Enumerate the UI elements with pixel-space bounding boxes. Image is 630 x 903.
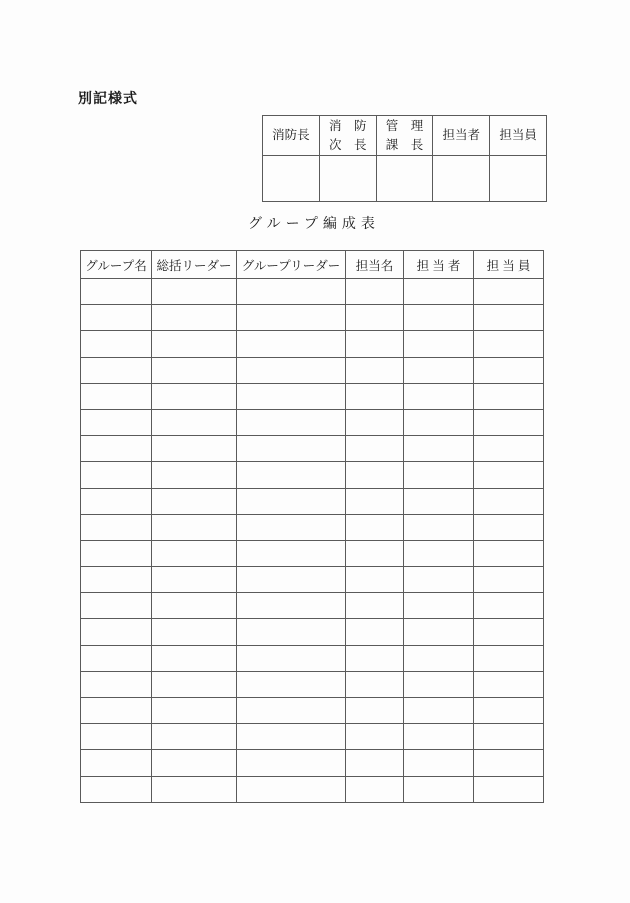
group-empty-cell	[404, 514, 474, 540]
approval-header-cell	[490, 116, 547, 156]
approval-stamp-cell	[319, 156, 376, 202]
group-empty-cell	[237, 593, 346, 619]
group-empty-cell	[346, 383, 404, 409]
group-empty-cell	[404, 462, 474, 488]
group-empty-cell	[152, 436, 237, 462]
group-empty-cell	[81, 645, 152, 671]
group-empty-cell	[237, 383, 346, 409]
approval-stamp-row	[263, 156, 547, 202]
approval-header-line: 課 長	[385, 137, 424, 152]
group-empty-cell	[237, 645, 346, 671]
group-empty-cell	[346, 540, 404, 566]
group-empty-cell	[81, 357, 152, 383]
group-empty-cell	[237, 540, 346, 566]
group-empty-cell	[474, 305, 544, 331]
group-header-cell: グループリーダー	[237, 251, 346, 279]
group-empty-cell	[346, 331, 404, 357]
group-empty-cell	[346, 593, 404, 619]
group-empty-cell	[346, 698, 404, 724]
group-empty-cell	[474, 645, 544, 671]
group-empty-cell	[237, 698, 346, 724]
group-empty-cell	[81, 567, 152, 593]
group-empty-cell	[474, 514, 544, 540]
group-empty-cell	[474, 357, 544, 383]
group-empty-cell	[404, 436, 474, 462]
approval-stamp-cell	[376, 156, 433, 202]
group-empty-cell	[152, 514, 237, 540]
group-empty-cell	[404, 776, 474, 802]
group-empty-cell	[346, 776, 404, 802]
group-empty-cell	[404, 331, 474, 357]
group-empty-cell	[346, 436, 404, 462]
group-empty-cell	[152, 593, 237, 619]
group-empty-cell	[237, 776, 346, 802]
group-empty-cell	[474, 593, 544, 619]
group-empty-cell	[404, 619, 474, 645]
group-empty-cell	[346, 409, 404, 435]
group-empty-cell	[152, 357, 237, 383]
group-empty-cell	[404, 488, 474, 514]
approval-stamp-cell	[490, 156, 547, 202]
group-empty-cell	[474, 462, 544, 488]
group-empty-cell	[237, 409, 346, 435]
group-empty-cell	[81, 776, 152, 802]
group-empty-cell	[346, 724, 404, 750]
group-empty-cell	[474, 436, 544, 462]
approval-table-body	[263, 116, 547, 202]
group-empty-cell	[404, 645, 474, 671]
group-empty-cell	[81, 750, 152, 776]
group-empty-cell	[237, 462, 346, 488]
group-empty-cell	[404, 279, 474, 305]
group-empty-cell	[237, 357, 346, 383]
group-empty-cell	[237, 279, 346, 305]
group-header-cell: 担 当 者	[404, 251, 474, 279]
group-empty-cell	[404, 409, 474, 435]
group-empty-cell	[81, 436, 152, 462]
group-empty-cell	[346, 619, 404, 645]
group-empty-row	[81, 514, 544, 540]
group-empty-cell	[474, 540, 544, 566]
group-empty-cell	[81, 671, 152, 697]
group-empty-row	[81, 567, 544, 593]
group-empty-row	[81, 593, 544, 619]
group-empty-cell	[404, 593, 474, 619]
group-empty-row	[81, 488, 544, 514]
group-empty-cell	[474, 776, 544, 802]
group-empty-cell	[474, 724, 544, 750]
group-empty-cell	[152, 776, 237, 802]
group-empty-row	[81, 436, 544, 462]
approval-stamp-cell	[263, 156, 320, 202]
group-empty-cell	[152, 698, 237, 724]
group-empty-cell	[81, 724, 152, 750]
approval-stamp-cell	[433, 156, 490, 202]
group-empty-cell	[237, 514, 346, 540]
group-empty-cell	[404, 567, 474, 593]
group-empty-cell	[474, 279, 544, 305]
group-table-body	[81, 279, 544, 803]
group-empty-cell	[152, 305, 237, 331]
group-empty-cell	[346, 514, 404, 540]
group-empty-cell	[404, 305, 474, 331]
group-empty-cell	[474, 750, 544, 776]
group-empty-cell	[81, 488, 152, 514]
group-empty-cell	[81, 279, 152, 305]
group-empty-cell	[346, 462, 404, 488]
approval-header-line: 次 長	[328, 137, 367, 152]
group-empty-cell	[81, 409, 152, 435]
group-empty-cell	[474, 331, 544, 357]
group-empty-cell	[152, 409, 237, 435]
group-empty-cell	[404, 671, 474, 697]
group-empty-row	[81, 305, 544, 331]
group-empty-row	[81, 698, 544, 724]
group-empty-cell	[81, 305, 152, 331]
group-empty-cell	[346, 750, 404, 776]
group-empty-cell	[152, 724, 237, 750]
group-empty-cell	[237, 724, 346, 750]
group-empty-cell	[474, 409, 544, 435]
group-empty-cell	[152, 462, 237, 488]
group-empty-row	[81, 331, 544, 357]
group-empty-cell	[346, 671, 404, 697]
group-empty-cell	[152, 383, 237, 409]
group-empty-cell	[237, 750, 346, 776]
group-table-head	[81, 251, 544, 279]
group-empty-row	[81, 645, 544, 671]
group-table-title: グループ編成表	[248, 217, 380, 232]
group-empty-cell	[474, 383, 544, 409]
group-empty-cell	[152, 279, 237, 305]
group-header-cell: 担当名	[346, 251, 404, 279]
group-empty-cell	[152, 645, 237, 671]
group-empty-cell	[81, 462, 152, 488]
approval-header-line: 管 理	[385, 119, 424, 134]
group-empty-row	[81, 619, 544, 645]
group-empty-cell	[346, 305, 404, 331]
group-empty-cell	[237, 331, 346, 357]
group-empty-cell	[346, 645, 404, 671]
approval-header-cell	[319, 116, 376, 156]
group-empty-cell	[237, 671, 346, 697]
group-empty-cell	[152, 750, 237, 776]
group-empty-cell	[474, 698, 544, 724]
group-empty-cell	[474, 619, 544, 645]
group-empty-cell	[404, 698, 474, 724]
group-empty-cell	[346, 357, 404, 383]
group-header-cell: 担 当 員	[474, 251, 544, 279]
group-empty-row	[81, 357, 544, 383]
approval-header-line: 担当員	[499, 128, 537, 143]
group-empty-cell	[237, 488, 346, 514]
group-empty-cell	[346, 567, 404, 593]
group-empty-cell	[237, 567, 346, 593]
group-empty-cell	[404, 750, 474, 776]
group-empty-cell	[152, 567, 237, 593]
group-empty-cell	[152, 331, 237, 357]
group-empty-cell	[404, 724, 474, 750]
group-empty-cell	[81, 540, 152, 566]
group-header-cell: 総括リーダー	[152, 251, 237, 279]
group-empty-row	[81, 409, 544, 435]
group-empty-cell	[237, 619, 346, 645]
group-empty-cell	[152, 488, 237, 514]
group-empty-cell	[81, 593, 152, 619]
group-empty-cell	[346, 488, 404, 514]
approval-header-line: 消防長	[272, 128, 310, 143]
group-header-cell: グループ名	[81, 251, 152, 279]
approval-header-cell	[433, 116, 490, 156]
approval-header-cell	[263, 116, 320, 156]
group-empty-cell	[474, 671, 544, 697]
group-empty-cell	[152, 671, 237, 697]
group-empty-cell	[81, 514, 152, 540]
group-empty-cell	[152, 540, 237, 566]
group-empty-cell	[237, 436, 346, 462]
group-composition-table	[80, 250, 544, 803]
group-empty-cell	[474, 488, 544, 514]
approval-header-line: 消 防	[328, 119, 367, 134]
form-style-label: 別記様式	[78, 90, 138, 106]
group-empty-row	[81, 279, 544, 305]
group-header-row	[81, 251, 544, 279]
group-empty-cell	[474, 567, 544, 593]
group-empty-cell	[237, 305, 346, 331]
group-empty-cell	[404, 357, 474, 383]
approval-stamp-table	[262, 115, 547, 202]
group-empty-cell	[81, 698, 152, 724]
group-empty-row	[81, 462, 544, 488]
group-empty-cell	[404, 383, 474, 409]
group-empty-cell	[152, 619, 237, 645]
group-empty-row	[81, 383, 544, 409]
group-empty-cell	[81, 331, 152, 357]
approval-header-line: 担当者	[442, 128, 481, 143]
approval-header-cell	[376, 116, 433, 156]
group-empty-row	[81, 750, 544, 776]
group-empty-cell	[81, 619, 152, 645]
group-empty-row	[81, 540, 544, 566]
group-empty-cell	[404, 540, 474, 566]
approval-header-row	[263, 116, 547, 156]
group-empty-row	[81, 724, 544, 750]
group-empty-row	[81, 776, 544, 802]
group-empty-cell	[81, 383, 152, 409]
group-empty-cell	[346, 279, 404, 305]
group-empty-row	[81, 671, 544, 697]
